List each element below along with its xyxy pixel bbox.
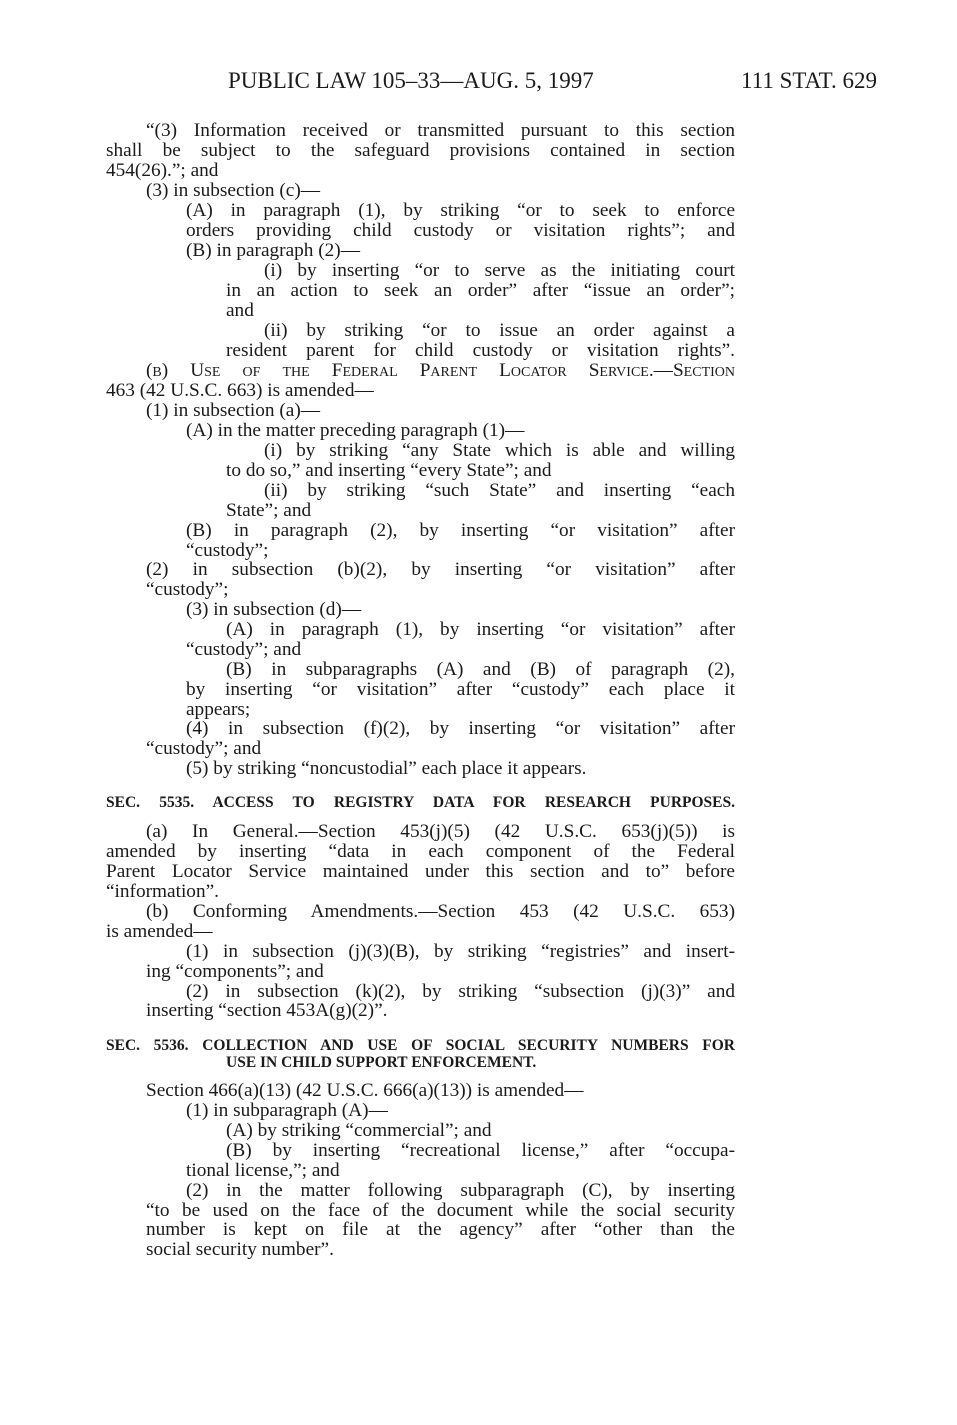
text-line: in an action to seek an order” after “issue an order”; [226,281,735,301]
text-line: “information”. [106,882,219,902]
text-line: (2) in subsection (b)(2), by inserting “or visitation” after [146,560,735,580]
text-line: (B) by inserting “recreational license,” after “occupa- [226,1141,735,1161]
text-line: (1) in subparagraph (A)— [186,1101,388,1121]
text-line: (2) in the matter following subparagraph (C), by inserting [186,1181,735,1201]
text-line: 454(26).”; and [106,161,219,181]
text-line: (2) in subsection (k)(2), by striking “subsection (j)(3)” and [186,982,735,1002]
text-line: amended by inserting “data in each component of the Federal [106,842,735,862]
text-line: (5) by striking “noncustodial” each place it appears. [186,759,587,779]
text-line: “custody”; and [186,640,302,660]
text-line: (A) in paragraph (1), by striking “or to seek to enforce [186,201,735,221]
text-line: (1) in subsection (a)— [146,401,321,421]
text-line: appears; [186,700,251,720]
text-line: (B) in subparagraphs (A) and (B) of paragraph (2), [226,660,735,680]
text-line: resident parent for child custody or visitation rights”. [226,341,735,361]
subsection-heading: (a) In General.—Section 453(j)(5) (42 U.S.C. 653(j)(5)) is [146,822,735,842]
text-line: (ii) by striking “or to issue an order against a [264,321,735,341]
text-line: “to be used on the face of the document while the social security [146,1201,735,1221]
page-header-stat: 111 STAT. 629 [741,68,877,93]
subsection-heading: (b) Use of the Federal Parent Locator Service.—Section [146,361,735,381]
text-line: “custody”; and [146,739,262,759]
section-heading-5536: SEC. 5536. COLLECTION AND USE OF SOCIAL SECURITY NUMBERS FOR [106,1037,735,1054]
text-line: is amended— [106,922,213,942]
text-line: (B) in paragraph (2)— [186,241,361,261]
text-line: (i) by striking “any State which is able and willing [264,441,735,461]
text-line: (ii) by striking “such State” and inserting “each [264,481,735,501]
text-line: (B) in paragraph (2), by inserting “or visitation” after [186,521,735,541]
text-line: to do so,” and inserting “every State”; and [226,461,552,481]
text-line: tional license,”; and [186,1161,340,1181]
text-line: by inserting “or visitation” after “custody” each place it [186,680,735,700]
text-line: (i) by inserting “or to serve as the initiating court [264,261,735,281]
text-line: number is kept on file at the agency” after “other than the [146,1220,735,1240]
text-line: “custody”; [146,580,229,600]
text-line: “custody”; [186,541,269,561]
text-line: (3) in subsection (c)— [146,181,321,201]
text-line: (1) in subsection (j)(3)(B), by striking “registries” and insert- [186,942,735,962]
text-line: 463 (42 U.S.C. 663) is amended— [106,381,374,401]
text-line: (3) in subsection (d)— [186,600,362,620]
text-line: State”; and [226,501,312,521]
text-line: inserting “section 453A(g)(2)”. [146,1001,388,1021]
subsection-heading: (b) Conforming Amendments.—Section 453 (42 U.S.C. 653) [146,902,735,922]
section-heading-5535: SEC. 5535. ACCESS TO REGISTRY DATA FOR RESEARCH PURPOSES. [106,794,735,811]
section-heading-5536-cont: USE IN CHILD SUPPORT ENFORCEMENT. [226,1054,537,1071]
text-line: (A) by striking “commercial”; and [226,1121,492,1141]
text-line: shall be subject to the safeguard provisions contained in section [106,141,735,161]
text-line: (A) in paragraph (1), by inserting “or visitation” after [226,620,735,640]
text-line: social security number”. [146,1240,334,1260]
text-line: Section 466(a)(13) (42 U.S.C. 666(a)(13)) is amended— [146,1081,584,1101]
text-line: (4) in subsection (f)(2), by inserting “or visitation” after [186,719,735,739]
text-line: “(3) Information received or transmitted pursuant to this section [146,121,735,141]
text-line: Parent Locator Service maintained under this section and to” before [106,862,735,882]
text-line: (A) in the matter preceding paragraph (1)— [186,421,525,441]
page-header-title: PUBLIC LAW 105–33—AUG. 5, 1997 [228,68,594,93]
text-line: orders providing child custody or visitation rights”; and [186,221,735,241]
text-line: and [226,301,254,321]
text-line: ing “components”; and [146,962,324,982]
